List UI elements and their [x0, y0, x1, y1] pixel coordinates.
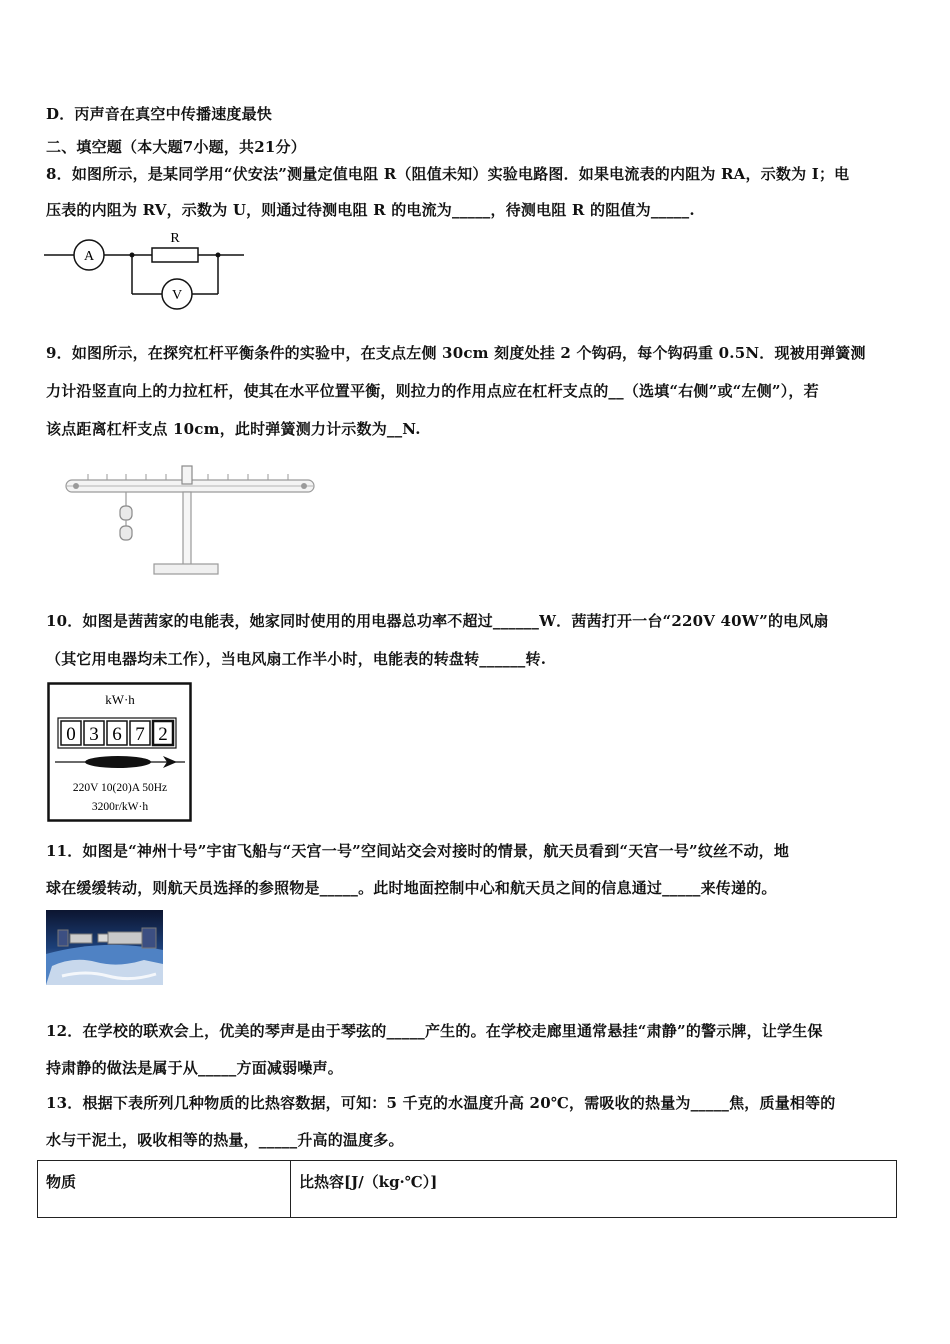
energy-meter-figure: [47, 682, 193, 822]
question-13-line-1: 13．根据下表所列几种物质的比热容数据，可知：5 千克的水温度升高 20℃，需吸收的热量为_____焦，质量相等的: [46, 1094, 836, 1112]
question-13-line-2: 水与干泥土，吸收相等的热量，_____升高的温度多。: [46, 1131, 404, 1149]
question-11-line-1: 11．如图是“神州十号”宇宙飞船与“天宫一号”空间站交会对接时的情景，航天员看到“天宫一号”纹丝不动，地: [46, 842, 790, 860]
question-10-line-1: 10．如图是茜茜家的电能表，她家同时使用的用电器总功率不超过______W．茜茜打开一台“220V 40W”的电风扇: [46, 612, 829, 630]
meter-digit-4: 7: [135, 724, 145, 745]
table-header-row: [38, 1161, 897, 1218]
question-12-line-2: 持肃静的做法是属于从_____方面减弱噪声。: [46, 1059, 343, 1077]
meter-revolutions: 3200r/kW·h: [91, 801, 149, 813]
question-8-line-1: 8．如图所示，是某同学用“伏安法”测量定值电阻 R（阻值未知）实验电路图．如果电流表的内阻为 RA，示数为 I；电: [46, 165, 850, 183]
question-12-line-1: 12．在学校的联欢会上，优美的琴声是由于琴弦的_____产生的。在学校走廊里通常悬挂“肃静”的警示牌，让学生保: [46, 1022, 823, 1040]
question-9-line-2: 力计沿竖直向上的力拉杠杆，使其在水平位置平衡，则拉力的作用点应在杠杆支点的__（选填“右侧”或“左侧”），若: [46, 382, 819, 400]
question-9-line-1: 9．如图所示，在探究杠杆平衡条件的实验中，在支点左侧 30cm 刻度处挂 2 个钩码，每个钩码重 0.5N．现被用弹簧测: [46, 344, 866, 362]
specific-heat-table: [37, 1160, 897, 1218]
meter-digit-2: 3: [89, 724, 99, 745]
meter-digit-3: 6: [112, 724, 122, 745]
resistor-label: R: [170, 231, 180, 246]
meter-digit-5: 2: [158, 724, 168, 745]
spacecraft-docking-photo: [46, 910, 163, 985]
meter-unit: kW·h: [105, 692, 135, 707]
lever-figure: [62, 460, 318, 582]
ammeter-label: A: [83, 249, 95, 264]
meter-spec: 220V 10(20)A 50Hz: [72, 782, 168, 794]
table-header-substance: 物质: [38, 1161, 291, 1218]
question-10-line-2: （其它用电器均未工作），当电风扇工作半小时，电能表的转盘转______转.: [46, 650, 547, 668]
meter-digit-1: 0: [66, 724, 76, 745]
section-heading: 二、填空题（本大题7小题，共21分）: [46, 138, 306, 156]
circuit-diagram: [44, 228, 248, 310]
question-8-line-2: 压表的内阻为 RV，示数为 U，则通过待测电阻 R 的电流为_____，待测电阻 R 的阻值为_____.: [46, 201, 695, 219]
question-9-line-3: 该点距离杠杆支点 10cm，此时弹簧测力计示数为__N.: [46, 420, 421, 438]
question-11-line-2: 球在缓缓转动，则航天员选择的参照物是_____。此时地面控制中心和航天员之间的信息通过_____来传递的。: [46, 879, 777, 897]
table-header-specific-heat: 比热容[J/（kg·℃）]: [291, 1161, 897, 1218]
option-d-line: D．丙声音在真空中传播速度最快: [46, 105, 273, 123]
voltmeter-label: V: [171, 288, 183, 303]
